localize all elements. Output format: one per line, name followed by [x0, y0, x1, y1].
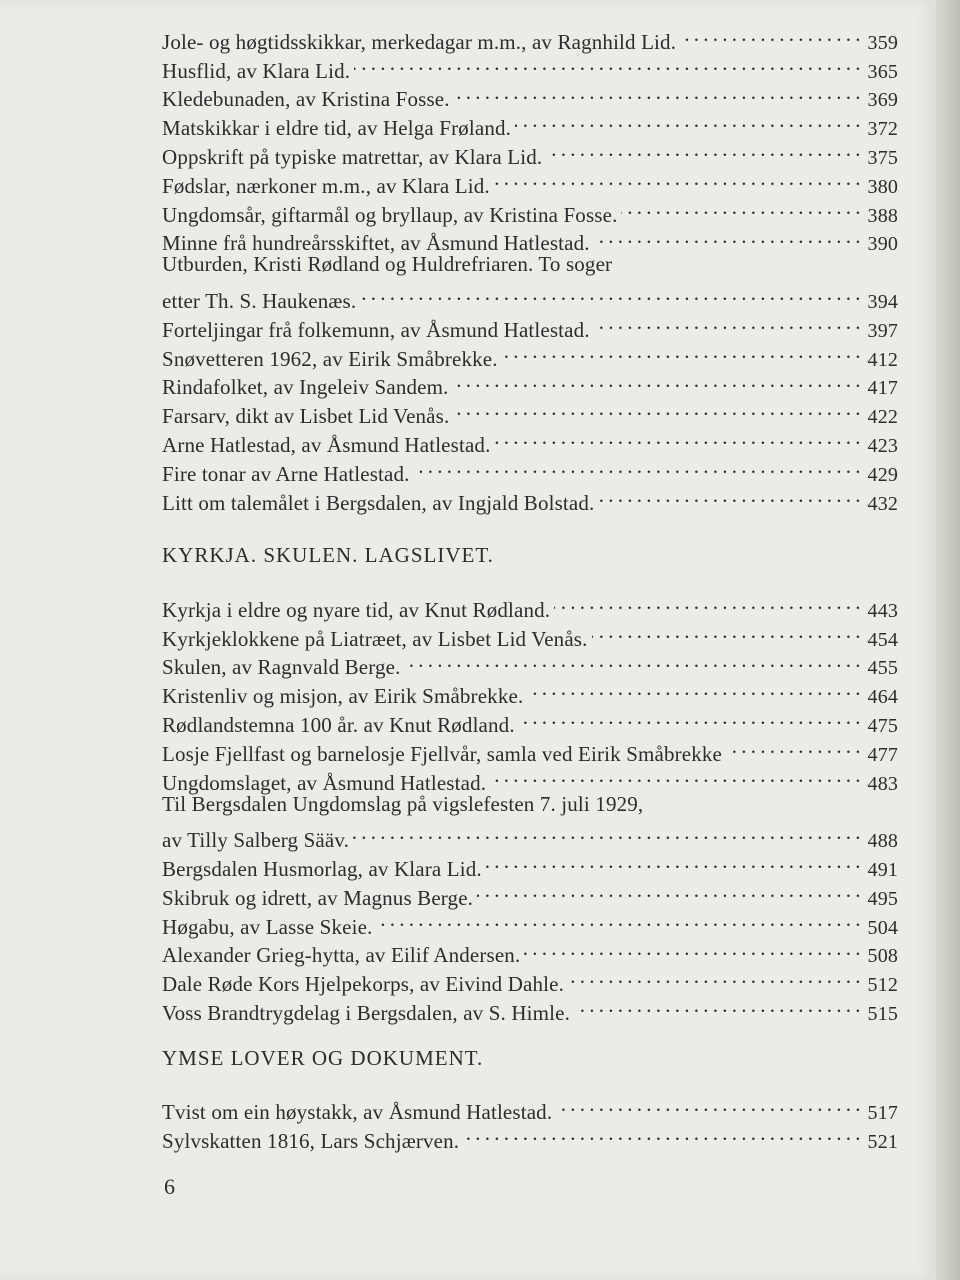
dot-leader — [574, 991, 860, 1020]
toc-entry-page: 491 — [867, 858, 898, 881]
toc-entry-page: 504 — [867, 916, 898, 939]
toc-entry-title: Husflid, av Klara Lid. — [162, 58, 351, 83]
dot-leader — [568, 962, 860, 991]
section-heading: YMSE LOVER OG DOKUMENT. — [162, 1046, 484, 1070]
toc-entry-title: Farsarv, dikt av Lisbet Lid Venås. — [162, 404, 450, 429]
toc-entry-title: Sylvskatten 1816, Lars Schjærven. — [162, 1128, 460, 1153]
toc-entry — [162, 588, 898, 622]
toc-entry-page: 464 — [867, 686, 898, 709]
toc-entry-page: 512 — [867, 974, 898, 997]
dot-leader — [556, 1090, 860, 1119]
dot-leader — [502, 337, 860, 366]
toc-entry-title: Alexander Grieg-hytta, av Eilif Andersen. — [162, 943, 521, 968]
dot-leader — [554, 588, 860, 617]
dot-leader — [598, 481, 860, 510]
toc-entry-page: 390 — [867, 233, 898, 256]
toc-entry-page: 372 — [867, 118, 898, 141]
toc-entry-page: 412 — [867, 348, 898, 371]
toc-entry-page: 423 — [867, 434, 898, 457]
toc-entry-title: Rindafolket, av Ingeleiv Sandem. — [162, 375, 449, 400]
toc-entry-page: 365 — [867, 60, 898, 83]
toc-entry-page: 455 — [867, 657, 898, 680]
toc-entry-title: Fødslar, nærkoner m.m., av Klara Lid. — [162, 173, 490, 198]
toc-entry-title: Kyrkja i eldre og nyare tid, av Knut Rødland. — [162, 597, 551, 622]
toc-entry — [162, 20, 898, 54]
dot-leader — [477, 876, 860, 905]
toc-entry-page: 454 — [867, 628, 898, 651]
toc-entry-title: Høgabu, av Lasse Skeie. — [162, 914, 373, 939]
toc-entry-page: 475 — [867, 714, 898, 737]
toc-entry-page: 369 — [867, 89, 898, 112]
toc-entry-title: Kyrkjeklokkene på Liatræet, av Lisbet Lid Venås. — [162, 626, 588, 651]
toc-entry-page: 397 — [867, 319, 898, 342]
toc-entry-title-line2: av Tilly Salberg Sääv. — [162, 828, 350, 853]
toc-entry-page: 422 — [867, 406, 898, 429]
toc-entry-title-line2: etter Th. S. Haukenæs. — [162, 288, 357, 313]
dot-leader — [519, 703, 860, 732]
toc-entry-title: Snøvetteren 1962, av Eirik Småbrekke. — [162, 346, 498, 371]
toc-entry — [162, 1090, 898, 1124]
toc-entry-page: 375 — [867, 146, 898, 169]
toc-entry-title: Forteljingar frå folkemunn, av Åsmund Hatlestad. — [162, 317, 590, 342]
dot-leader — [376, 905, 860, 934]
dot-leader — [726, 732, 860, 761]
dot-leader — [463, 1119, 860, 1148]
toc-entry-page: 515 — [867, 1002, 898, 1025]
toc-entry-title: Rødlandstemna 100 år. av Knut Rødland. — [162, 712, 515, 737]
toc-entry-page: 380 — [867, 175, 898, 198]
dot-leader — [515, 106, 860, 135]
dot-leader — [494, 423, 860, 452]
toc-group-ymse — [162, 1090, 898, 1153]
dot-leader — [594, 222, 860, 251]
toc-entry — [162, 250, 898, 313]
toc-group-kyrkja — [162, 588, 898, 1025]
toc-entry-page: 432 — [867, 492, 898, 515]
dot-leader — [490, 761, 860, 790]
toc-entry-title-line1: Til Bergsdalen Ungdomslag på vigslefesten 7. juli 1929, — [162, 791, 644, 816]
toc-entry-title: Skulen, av Ragnvald Berge. — [162, 655, 401, 680]
toc-entry-title: Kledebunaden, av Kristina Fosse. — [162, 87, 450, 112]
toc-entry-page: 388 — [867, 204, 898, 227]
toc-entry-title: Ungdomsår, giftarmål og bryllaup, av Kristina Fosse. — [162, 202, 618, 227]
toc-entry-title: Skibruk og idrett, av Magnus Berge. — [162, 885, 474, 910]
dot-leader — [354, 49, 860, 78]
toc-entry-title: Arne Hatlestad, av Åsmund Hatlestad. — [162, 432, 491, 457]
dot-leader — [592, 617, 860, 646]
toc-entry-title-line1: Utburden, Kristi Rødland og Huldrefriaren. To soger — [162, 252, 613, 277]
toc-entry-title: Tvist om ein høystakk, av Åsmund Hatlestad. — [162, 1099, 553, 1124]
dot-leader — [680, 20, 860, 49]
toc-entry-page: 429 — [867, 463, 898, 486]
dot-leader — [405, 646, 860, 675]
dot-leader — [452, 366, 860, 395]
toc-entry — [162, 790, 898, 853]
dot-leader — [621, 193, 860, 222]
dot-leader — [454, 78, 860, 107]
toc-entry-title: Minne frå hundreårsskiftet, av Åsmund Hatlestad. — [162, 231, 590, 256]
toc-entry-title: Oppskrift på typiske matrettar, av Klara Lid. — [162, 144, 543, 169]
toc-entry-title: Bergsdalen Husmorlag, av Klara Lid. — [162, 856, 482, 881]
toc-entry-page: 495 — [867, 887, 898, 910]
toc-entry-title: Dale Røde Kors Hjelpekorps, av Eivind Dahle. — [162, 972, 565, 997]
toc-entry-page: 483 — [867, 772, 898, 795]
dot-leader — [414, 452, 860, 481]
toc-entry-title: Litt om talemålet i Bergsdalen, av Ingjald Bolstad. — [162, 490, 595, 515]
page-number: 6 — [164, 1174, 175, 1199]
dot-leader — [546, 135, 860, 164]
toc-entry-title: Ungdomslaget, av Åsmund Hatlestad. — [162, 770, 487, 795]
toc-entry-title: Matskikkar i eldre tid, av Helga Frøland. — [162, 116, 512, 141]
toc-entry-page: 508 — [867, 945, 898, 968]
toc-entry-page: 359 — [867, 31, 898, 54]
dot-leader — [524, 934, 860, 963]
section-heading: KYRKJA. SKULEN. LAGSLIVET. — [162, 543, 494, 567]
toc-entry-page: 477 — [867, 743, 898, 766]
toc-entry-page: 417 — [867, 377, 898, 400]
dot-leader — [494, 164, 860, 193]
dot-leader — [360, 279, 860, 308]
toc-group-1 — [162, 20, 898, 515]
toc-entry-page: 521 — [867, 1130, 898, 1153]
toc-entry-title: Losje Fjellfast og barnelosje Fjellvår, samla ved Eirik Småbrekke — [162, 741, 723, 766]
dot-leader — [486, 847, 860, 876]
toc-entry-page: 394 — [867, 290, 898, 313]
toc-entry-title: Kristenliv og misjon, av Eirik Småbrekke. — [162, 684, 524, 709]
dot-leader — [594, 308, 860, 337]
dot-leader — [527, 674, 860, 703]
toc-entry-page: 443 — [867, 599, 898, 622]
dot-leader — [453, 394, 860, 423]
toc-entry-title: Voss Brandtrygdelag i Bergsdalen, av S. Himle. — [162, 1000, 570, 1025]
page-edge — [936, 0, 960, 1280]
toc-entry-page: 488 — [867, 830, 898, 853]
toc-entry-title: Fire tonar av Arne Hatlestad. — [162, 461, 410, 486]
toc-entry-page: 517 — [867, 1101, 898, 1124]
toc-entry-title: Jole- og høgtidsskikkar, merkedagar m.m., av Ragnhild Lid. — [162, 29, 677, 54]
dot-leader — [353, 818, 860, 847]
